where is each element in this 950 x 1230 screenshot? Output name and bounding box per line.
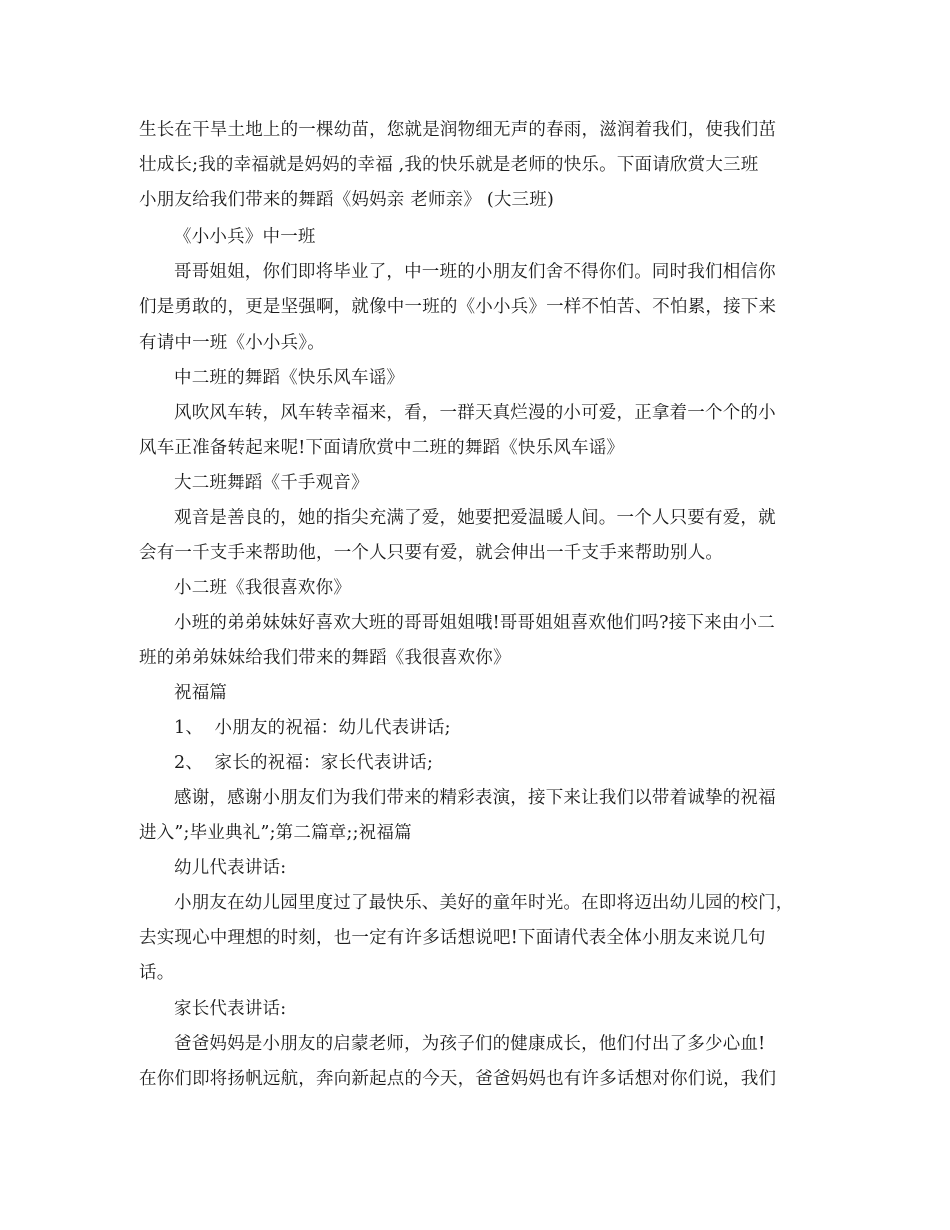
section-heading: 《小小兵》中一班 [174, 227, 316, 247]
paragraph-line: 壮成长;我的幸福就是妈妈的幸福 ,我的快乐就是老师的快乐。下面请欣赏大三班 [139, 155, 759, 175]
paragraph-line: 班的弟弟妹妹给我们带来的舞蹈《我很喜欢你》 [139, 648, 511, 668]
paragraph-line: 风车正准备转起来呢!下面请欣赏中二班的舞蹈《快乐风车谣》 [139, 438, 625, 458]
paragraph-line: 话。 [139, 963, 175, 983]
paragraph-line: 在你们即将扬帆远航，奔向新起点的今天，爸爸妈妈也有许多话想对你们说，我们 [139, 1069, 777, 1089]
section-heading: 幼儿代表讲话: [174, 858, 287, 878]
paragraph-line: 爸爸妈妈是小朋友的启蒙老师，为孩子们的健康成长，他们付出了多少心血! [174, 1034, 766, 1054]
paragraph-line: 进入”;毕业典礼”;第二篇章;;祝福篇 [139, 823, 412, 843]
section-heading: 小二班《我很喜欢你》 [174, 578, 351, 598]
paragraph-line: 去实现心中理想的时刻，也一定有许多话想说吧!下面请代表全体小朋友来说几句 [139, 928, 766, 948]
paragraph-line: 有请中一班《小小兵》。 [139, 333, 325, 353]
paragraph-line: 小朋友给我们带来的舞蹈《妈妈亲 老师亲》 (大三班) [139, 190, 554, 210]
paragraph-line: 哥哥姐姐，你们即将毕业了，中一班的小朋友们舍不得你们。同时我们相信你 [174, 262, 776, 282]
list-item: 1、 小朋友的祝福：幼儿代表讲话; [174, 718, 451, 738]
section-heading: 祝福篇 [174, 683, 228, 703]
paragraph-line: 风吹风车转，风车转幸福来，看，一群天真烂漫的小可爱，正拿着一个个的小 [174, 403, 776, 423]
paragraph-line: 观音是善良的，她的指尖充满了爱，她要把爱温暖人间。一个人只要有爱，就 [174, 508, 776, 528]
paragraph-line: 小朋友在幼儿园里度过了最快乐、美好的童年时光。在即将迈出幼儿园的校门， [174, 893, 794, 913]
paragraph-line: 感谢，感谢小朋友们为我们带来的精彩表演，接下来让我们以带着诚挚的祝福 [174, 788, 776, 808]
list-item: 2、 家长的祝福：家长代表讲话; [174, 753, 434, 773]
section-heading: 大二班舞蹈《千手观音》 [174, 473, 369, 493]
paragraph-line: 生长在干旱土地上的一棵幼苗，您就是润物细无声的春雨，滋润着我们，使我们茁 [139, 120, 777, 140]
paragraph-line: 会有一千支手来帮助他，一个人只要有爱，就会伸出一千支手来帮助别人。 [139, 543, 724, 563]
section-heading: 家长代表讲话: [174, 999, 287, 1019]
section-heading: 中二班的舞蹈《快乐风车谣》 [174, 368, 405, 388]
paragraph-line: 小班的弟弟妹妹好喜欢大班的哥哥姐姐哦!哥哥姐姐喜欢他们吗?接下来由小二 [174, 613, 775, 633]
paragraph-line: 们是勇敢的，更是坚强啊，就像中一班的《小小兵》一样不怕苦、不怕累，接下来 [139, 297, 777, 317]
